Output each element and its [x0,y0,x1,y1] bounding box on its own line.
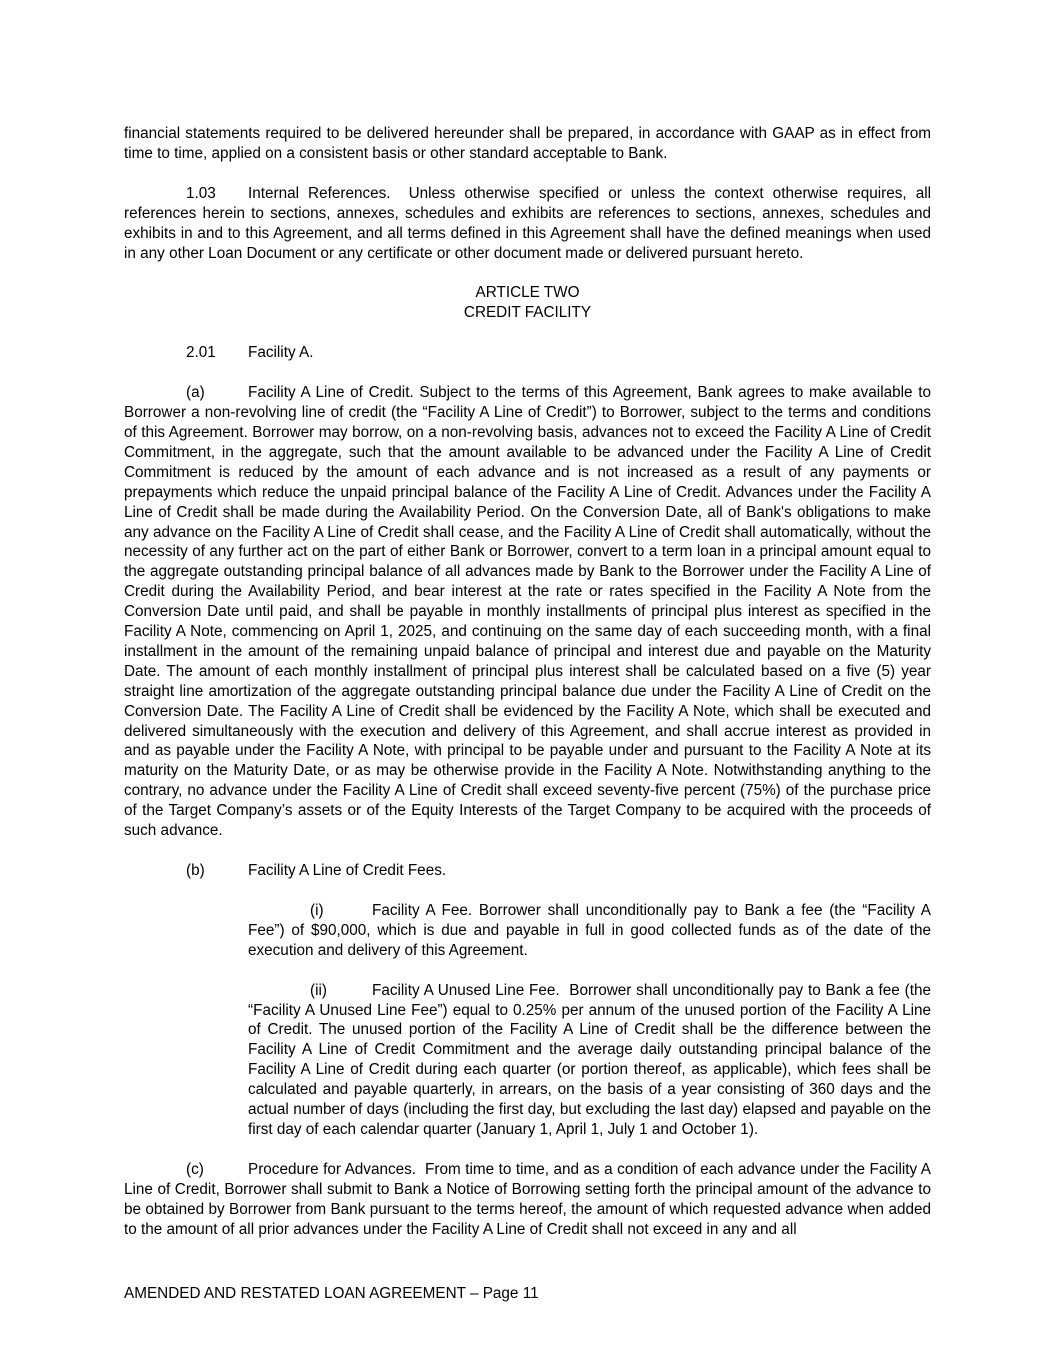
clause-ii [248,981,931,1140]
clause-text: Borrower shall unconditionally pay to Bank a fee (the “Facility A Fee”) of $90,000, which is due and payable in full in good collected funds as of the date of the execution and delivery of this Agreement. [248,901,932,959]
article-number: ARTICLE TWO [475,284,580,302]
subsection-number: (b) [186,862,205,879]
subsection-number: (a) [186,384,205,402]
subsection-text: Subject to the terms of this Agreement, Bank agrees to make available to Borrower a non-revolving line of credit (the “Facility A Line of Credit”) to Borrower, subject to the terms and conditions of this Agreement. Borrower may borrow, on a non-revolving basis, advances not to exceed the Facility A Line of Credit Commitment, in the aggregate, such that the amount available to be advanced under the Facility A Line of Credit Commitment is reduced by the amount of each advance and is not increased as a result of any payments or prepayments which reduce the unpaid principal balance of the Facility A Line of Credit. Advances under the Facility A Line of Credit shall be made during the Availability Period. On the Conversion Date, all of Bank's obligations to make any advance on the Facility A Line of Credit shall cease, and the Facility A Line of Credit shall automatically, without the necessity of any further act on the part of either Bank or Borrower, convert to a term loan in a principal amount equal to the aggregate outstanding principal balance of all advances made by Bank to the Borrower under the Facility A Line of Credit during the Availability Period, and bear interest at the rate or rates specified in the Facility A Note from the Conversion Date until paid, and shall be payable in monthly installments of principal plus interest as specified in the Facility A Note, commencing on April 1, 2025, and continuing on the same day of each succeeding month, with a final installment in the amount of the remaining unpaid balance of principal and interest due and payable on the Maturity Date. The amount of each monthly installment of principal plus interest shall be calculated based on a five (5) year straight line amortization of the aggregate outstanding principal balance due under the Facility A Line of Credit on the Conversion Date. The Facility A Line of Credit shall be evidenced by the Facility A Note, which shall be executed and delivered simultaneously with the execution and delivery of this Agreement, and shall accrue interest as provided in and as payable under the Facility A Note, with principal to be payable under and pursuant to the Facility A Note at its maturity on the Maturity Date, or as may be otherwise provide in the Facility A Note. Notwithstanding anything to the contrary, no advance under the Facility A Line of Credit shall exceed seventy-five percent (75%) of the purchase price of the Target Company’s assets or of the Equity Interests of the Target Company to be acquired with the proceeds of such advance. [124,384,931,840]
clause-i [248,901,931,961]
footer-separator: – [469,1285,479,1302]
subsection-a [124,383,931,841]
subsection-heading: Facility A Line of Credit Fees. [248,862,447,879]
page-footer [124,1284,539,1304]
subsection-heading: Procedure for Advances. [248,1160,417,1178]
subsection-text: From time to time, and as a condition of each advance under the Facility A Line of Credit, Borrower shall submit to Bank a Notice of Borrowing setting forth the principal amount of the advance to be obtained by Borrower from Bank pursuant to the terms hereof, the amount of which requested advance when added to the amount of all prior advances under the Facility A Line of Credit shall not exceed in any and all [124,1160,932,1238]
section-text: Unless otherwise specified or unless the context otherwise requires, all references herein to sections, annexes, schedules and exhibits are references to sections, annexes, schedules and exhibits in and to this Agreement, and all terms defined in this Agreement shall have the defined meanings when used in any other Loan Document or any certificate or other document made or delivered pursuant hereto. [124,184,932,262]
section-number: 1.03 [186,184,216,202]
subsection-b [124,861,931,881]
intro-paragraph: financial statements required to be delivered hereunder shall be prepared, in accordance with GAAP as in effect from time to time, applied on a consistent basis or other standard acceptable to Bank. [124,125,931,162]
article-heading [124,283,931,323]
subsection-heading: Facility A Line of Credit. [248,384,414,402]
document-page [124,124,931,1240]
article-title: CREDIT FACILITY [463,304,592,322]
clause-number: (ii) [310,981,327,999]
section-heading: Internal References. [248,184,391,202]
clause-text: Borrower shall unconditionally pay to Bank a fee (the “Facility A Unused Line Fee”) equal to 0.25% per annum of the unused portion of the Facility A Line of Credit. The unused portion of the Facility A Line of Credit shall be the difference between the Facility A Line of Credit Commitment and the average daily outstanding principal balance of the Facility A Line of Credit during each quarter (or portion thereof, as applicable), which fees shall be calculated and payable quarterly, in arrears, on the basis of a year consisting of 360 days and the actual number of days (including the first day, but excluding the last day) elapsed and payable on the first day of each calendar quarter (January 1, April 1, July 1 and October 1). [248,981,931,1138]
section-1-03 [124,184,931,264]
footer-title: AMENDED AND RESTATED LOAN AGREEMENT [124,1285,466,1302]
section-2-01 [124,343,931,363]
clause-number: (i) [310,901,324,919]
footer-page-number: Page 11 [482,1285,539,1302]
section-heading: Facility A. [248,344,314,362]
clause-heading: Facility A Unused Line Fee. [372,981,560,999]
section-number: 2.01 [186,344,216,362]
subsection-c [124,1160,931,1240]
subsection-number: (c) [186,1160,204,1178]
clause-heading: Facility A Fee. [372,901,473,919]
